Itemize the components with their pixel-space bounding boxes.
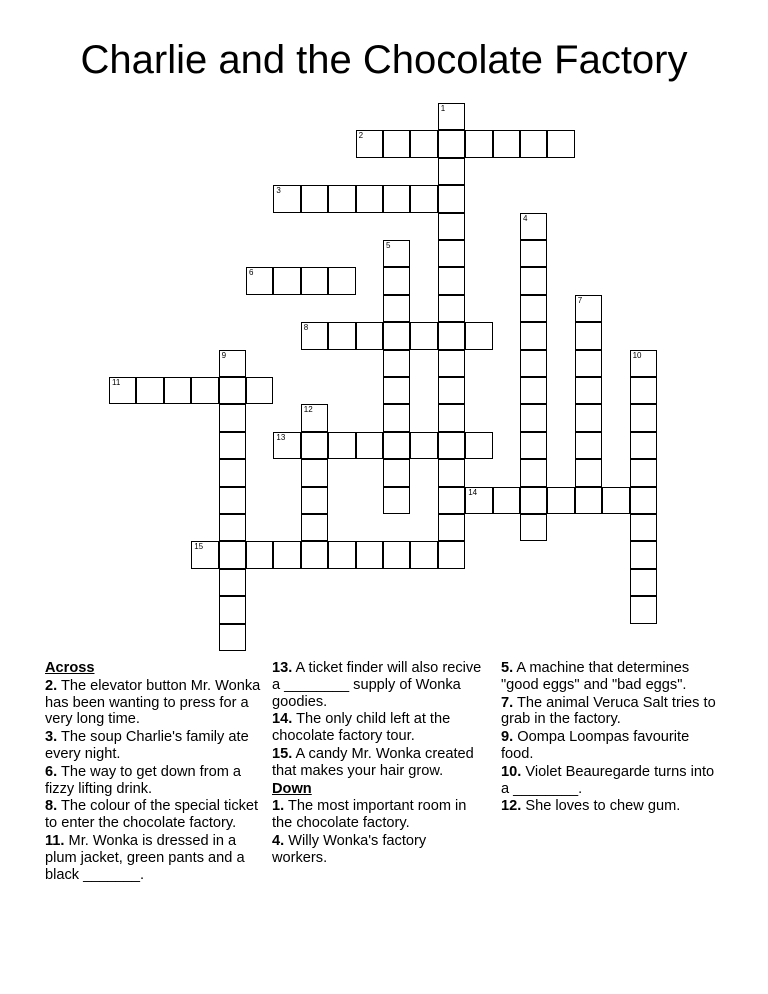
grid-cell[interactable] bbox=[328, 185, 355, 212]
cell-number: 3 bbox=[276, 186, 281, 196]
grid-cell[interactable] bbox=[301, 541, 328, 568]
clues-column-3 bbox=[501, 660, 716, 816]
grid-cell[interactable] bbox=[438, 295, 465, 322]
grid-cell[interactable] bbox=[575, 404, 602, 431]
grid-cell[interactable] bbox=[328, 432, 355, 459]
grid-cell[interactable] bbox=[301, 404, 328, 431]
grid-cell[interactable] bbox=[219, 404, 246, 431]
clue-across-11: 11. Mr. Wonka is dressed in a plum jacket, green pants and a black _______. bbox=[45, 832, 245, 883]
cell-number: 2 bbox=[358, 131, 364, 141]
down-heading: Down bbox=[272, 780, 312, 797]
grid-cell[interactable] bbox=[520, 130, 547, 157]
grid-cell[interactable] bbox=[520, 377, 547, 404]
grid-cell[interactable] bbox=[520, 240, 547, 267]
grid-cell[interactable] bbox=[438, 377, 465, 404]
grid-cell[interactable] bbox=[438, 404, 465, 431]
grid-cell[interactable] bbox=[301, 432, 328, 459]
grid-cell[interactable] bbox=[547, 130, 574, 157]
cell-number: 8 bbox=[303, 323, 309, 333]
grid-cell[interactable] bbox=[630, 569, 657, 596]
grid-cell[interactable] bbox=[520, 432, 547, 459]
grid-cell[interactable] bbox=[219, 569, 246, 596]
clue-across-3: 3. The soup Charlie's family ate every night. bbox=[45, 729, 249, 762]
grid-cell[interactable] bbox=[383, 459, 410, 486]
cell-number: 10 bbox=[632, 350, 642, 360]
grid-cell[interactable] bbox=[438, 103, 465, 130]
grid-cell[interactable] bbox=[520, 404, 547, 431]
grid-cell[interactable] bbox=[630, 432, 657, 459]
cell-number: 14 bbox=[468, 487, 478, 497]
grid-cell[interactable] bbox=[246, 377, 273, 404]
grid-cell[interactable] bbox=[219, 624, 246, 651]
grid-cell[interactable] bbox=[630, 377, 657, 404]
grid-cell[interactable] bbox=[465, 130, 492, 157]
grid-cell[interactable] bbox=[191, 541, 218, 568]
grid-cell[interactable] bbox=[520, 267, 547, 294]
grid-cell[interactable] bbox=[191, 377, 218, 404]
grid-cell[interactable] bbox=[438, 322, 465, 349]
grid-cell[interactable] bbox=[575, 322, 602, 349]
cell-number: 7 bbox=[577, 295, 583, 305]
grid-cell[interactable] bbox=[410, 130, 437, 157]
grid-cell[interactable] bbox=[630, 350, 657, 377]
grid-cell[interactable] bbox=[301, 322, 328, 349]
grid-cell[interactable] bbox=[575, 377, 602, 404]
grid-cell[interactable] bbox=[273, 541, 300, 568]
grid-cell[interactable] bbox=[465, 432, 492, 459]
grid-cell[interactable] bbox=[383, 240, 410, 267]
clue-across-14: 14. The only child left at the chocolate factory tour. bbox=[272, 711, 451, 745]
cell-number: 1 bbox=[440, 104, 446, 113]
grid-cell[interactable] bbox=[438, 514, 465, 541]
grid-cell[interactable] bbox=[575, 295, 602, 322]
clue-down-12: 12. She loves to chew gum. bbox=[501, 798, 681, 815]
grid-cell[interactable] bbox=[383, 130, 410, 157]
clues-column-2 bbox=[272, 660, 484, 868]
grid-cell[interactable] bbox=[383, 432, 410, 459]
grid-cell[interactable] bbox=[630, 487, 657, 514]
grid-cell[interactable] bbox=[273, 432, 300, 459]
clues-column-1 bbox=[45, 660, 270, 884]
grid-cell[interactable] bbox=[410, 541, 437, 568]
grid-cell[interactable] bbox=[438, 267, 465, 294]
grid-cell[interactable] bbox=[246, 267, 273, 294]
grid-cell[interactable] bbox=[493, 130, 520, 157]
grid-cell[interactable] bbox=[465, 487, 492, 514]
grid-cell[interactable] bbox=[328, 541, 355, 568]
grid-cell[interactable] bbox=[383, 322, 410, 349]
grid-cell[interactable] bbox=[438, 459, 465, 486]
grid-cell[interactable] bbox=[465, 322, 492, 349]
grid-cell[interactable] bbox=[520, 213, 547, 240]
grid-cell[interactable] bbox=[410, 432, 437, 459]
grid-cell[interactable] bbox=[356, 130, 383, 157]
grid-cell[interactable] bbox=[520, 295, 547, 322]
grid-cell[interactable] bbox=[273, 267, 300, 294]
grid-cell[interactable] bbox=[630, 514, 657, 541]
across-heading: Across bbox=[45, 660, 95, 676]
grid-cell[interactable] bbox=[301, 185, 328, 212]
clue-down-1: 1. The most important room in the chocolate factory. bbox=[272, 798, 467, 832]
grid-cell[interactable] bbox=[438, 432, 465, 459]
grid-cell[interactable] bbox=[575, 487, 602, 514]
grid-cell[interactable] bbox=[383, 350, 410, 377]
grid-cell[interactable] bbox=[438, 541, 465, 568]
clue-down-4: 4. Willy Wonka's factory workers. bbox=[272, 832, 427, 866]
grid-cell[interactable] bbox=[438, 130, 465, 157]
grid-cell[interactable] bbox=[328, 322, 355, 349]
grid-cell[interactable] bbox=[383, 487, 410, 514]
clue-across-2: 2. The elevator button Mr. Wonka has been wanting to press for a very long time. bbox=[45, 677, 261, 728]
cell-number: 5 bbox=[386, 241, 391, 250]
clue-down-10: 10. Violet Beauregarde turns into a ________. bbox=[501, 763, 715, 797]
grid-cell[interactable] bbox=[575, 459, 602, 486]
clue-down-9: 9. Oompa Loompas favourite food. bbox=[501, 729, 690, 762]
grid-cell[interactable] bbox=[219, 377, 246, 404]
grid-cell[interactable] bbox=[520, 459, 547, 486]
grid-cell[interactable] bbox=[547, 487, 574, 514]
grid-cell[interactable] bbox=[438, 240, 465, 267]
grid-cell[interactable] bbox=[410, 322, 437, 349]
grid-cell[interactable] bbox=[301, 267, 328, 294]
cell-number: 4 bbox=[523, 213, 528, 223]
clue-across-15: 15. A candy Mr. Wonka created that makes your hair grow. bbox=[272, 745, 474, 779]
grid-cell[interactable] bbox=[520, 350, 547, 377]
grid-cell[interactable] bbox=[219, 514, 246, 541]
grid-cell[interactable] bbox=[219, 459, 246, 486]
grid-cell[interactable] bbox=[356, 185, 383, 212]
clue-across-13: 13. A ticket finder will also recive a ________ supply of Wonka goodies. bbox=[272, 660, 482, 710]
grid-cell[interactable] bbox=[356, 322, 383, 349]
grid-cell[interactable] bbox=[273, 185, 300, 212]
grid-cell[interactable] bbox=[630, 459, 657, 486]
grid-cell[interactable] bbox=[630, 404, 657, 431]
grid-cell[interactable] bbox=[164, 377, 191, 404]
grid-cell[interactable] bbox=[438, 158, 465, 185]
puzzle-title: Charlie and the Chocolate Factory bbox=[80, 38, 688, 82]
cell-number: 6 bbox=[249, 268, 254, 278]
grid-cell[interactable] bbox=[630, 596, 657, 623]
clue-down-5: 5. A machine that determines "good eggs" and "bad eggs". bbox=[501, 660, 690, 693]
grid-cell[interactable] bbox=[630, 541, 657, 568]
grid-cell[interactable] bbox=[575, 350, 602, 377]
grid-cell[interactable] bbox=[383, 377, 410, 404]
grid-cell[interactable] bbox=[410, 185, 437, 212]
grid-cell[interactable] bbox=[520, 487, 547, 514]
cell-number: 13 bbox=[276, 432, 286, 442]
grid-cell[interactable] bbox=[493, 487, 520, 514]
grid-cell[interactable] bbox=[520, 514, 547, 541]
cell-number: 12 bbox=[303, 405, 313, 415]
grid-cell[interactable] bbox=[301, 487, 328, 514]
grid-cell[interactable] bbox=[219, 350, 246, 377]
grid-cell[interactable] bbox=[383, 404, 410, 431]
grid-cell[interactable] bbox=[383, 541, 410, 568]
cell-number: 9 bbox=[221, 350, 227, 360]
grid-cell[interactable] bbox=[520, 322, 547, 349]
grid-cell[interactable] bbox=[575, 432, 602, 459]
grid-cell[interactable] bbox=[383, 185, 410, 212]
grid-cell[interactable] bbox=[356, 541, 383, 568]
grid-cell[interactable] bbox=[602, 487, 629, 514]
grid-cell[interactable] bbox=[246, 541, 273, 568]
grid-cell[interactable] bbox=[383, 295, 410, 322]
grid-cell[interactable] bbox=[219, 596, 246, 623]
grid-cell[interactable] bbox=[136, 377, 163, 404]
grid-cell[interactable] bbox=[301, 459, 328, 486]
grid-cell[interactable] bbox=[438, 213, 465, 240]
grid-cell[interactable] bbox=[301, 514, 328, 541]
grid-cell[interactable] bbox=[219, 541, 246, 568]
grid-cell[interactable] bbox=[383, 267, 410, 294]
grid-cell[interactable] bbox=[438, 487, 465, 514]
grid-cell[interactable] bbox=[328, 267, 355, 294]
cell-number: 15 bbox=[194, 542, 204, 552]
clue-down-7: 7. The animal Veruca Salt tries to grab in the factory. bbox=[501, 694, 716, 728]
grid-cell[interactable] bbox=[109, 377, 136, 404]
grid-cell[interactable] bbox=[356, 432, 383, 459]
clue-across-8: 8. The colour of the special ticket to enter the chocolate factory. bbox=[45, 798, 259, 832]
grid-cell[interactable] bbox=[219, 432, 246, 459]
cell-number: 11 bbox=[112, 378, 121, 387]
clue-across-6: 6. The way to get down from a fizzy lifting drink. bbox=[45, 763, 242, 797]
grid-cell[interactable] bbox=[219, 487, 246, 514]
grid-cell[interactable] bbox=[438, 350, 465, 377]
grid-cell[interactable] bbox=[438, 185, 465, 212]
